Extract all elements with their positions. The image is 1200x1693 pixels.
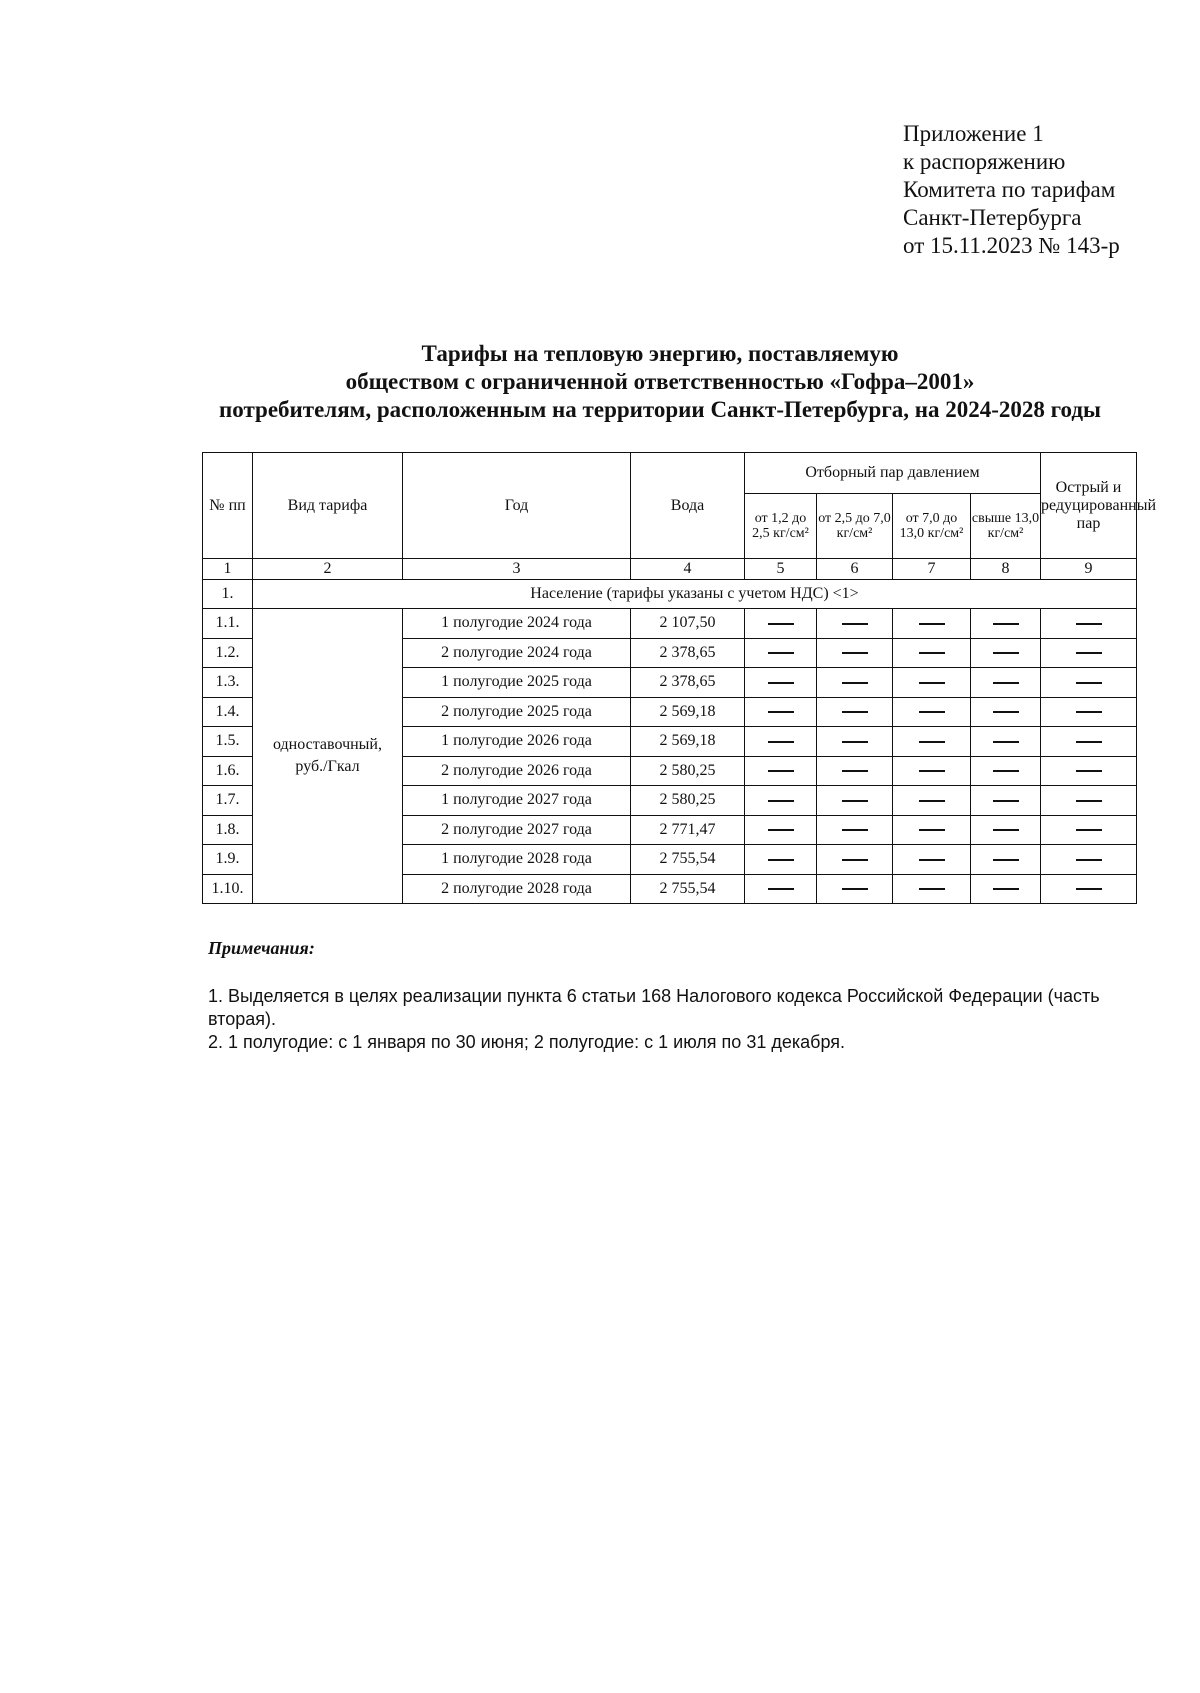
header-steam-4: свыше 13,0 кг/см² (971, 494, 1041, 559)
column-number: 2 (253, 559, 403, 580)
empty-value-cell (745, 815, 817, 845)
empty-value-cell (893, 874, 971, 904)
tariffs-table (202, 452, 1157, 904)
dash-mark (842, 682, 868, 684)
row-num: 1.2. (203, 638, 253, 668)
row-water: 2 755,54 (631, 874, 745, 904)
dash-mark (919, 770, 945, 772)
empty-value-cell (971, 756, 1041, 786)
dash-mark (1076, 888, 1102, 890)
row-num: 1.10. (203, 874, 253, 904)
dash-mark (1076, 652, 1102, 654)
dash-mark (768, 623, 794, 625)
row-num: 1.4. (203, 697, 253, 727)
table-body (203, 609, 1137, 904)
table-row (203, 609, 1137, 639)
row-num: 1.3. (203, 668, 253, 698)
dash-mark (768, 682, 794, 684)
dash-mark (768, 711, 794, 713)
column-number: 8 (971, 559, 1041, 580)
empty-value-cell (817, 668, 893, 698)
empty-value-cell (745, 638, 817, 668)
row-water: 2 755,54 (631, 845, 745, 875)
dash-mark (768, 741, 794, 743)
empty-value-cell (893, 638, 971, 668)
title-line: Тарифы на тепловую энергию, поставляемую (421, 341, 899, 366)
row-year: 2 полугодие 2024 года (403, 638, 631, 668)
dash-mark (993, 829, 1019, 831)
empty-value-cell (1041, 815, 1137, 845)
dash-mark (993, 800, 1019, 802)
dash-mark (919, 888, 945, 890)
dash-mark (842, 859, 868, 861)
dash-mark (1076, 800, 1102, 802)
header-steam-1: от 1,2 до 2,5 кг/см² (745, 494, 817, 559)
row-year: 1 полугодие 2027 года (403, 786, 631, 816)
header-steam-group: Отборный пар давлением (745, 453, 1041, 494)
dash-mark (993, 770, 1019, 772)
dash-mark (1076, 829, 1102, 831)
empty-value-cell (817, 786, 893, 816)
row-year: 2 полугодие 2028 года (403, 874, 631, 904)
dash-mark (1076, 859, 1102, 861)
empty-value-cell (971, 668, 1041, 698)
empty-value-cell (817, 638, 893, 668)
empty-value-cell (817, 756, 893, 786)
empty-value-cell (745, 874, 817, 904)
dash-mark (1076, 770, 1102, 772)
note-item: 1. Выделяется в целях реализации пункта 6 статьи 168 Налогового кодекса Российской Федерации (часть вторая). (208, 986, 1100, 1029)
row-num: 1.1. (203, 609, 253, 639)
empty-value-cell (893, 609, 971, 639)
empty-value-cell (745, 668, 817, 698)
empty-value-cell (817, 697, 893, 727)
empty-value-cell (893, 697, 971, 727)
empty-value-cell (745, 845, 817, 875)
column-number: 6 (817, 559, 893, 580)
header-sharp-steam: Острый и редуцированный пар (1041, 453, 1137, 559)
dash-mark (842, 652, 868, 654)
header-year: Год (403, 453, 631, 559)
row-num: 1.7. (203, 786, 253, 816)
empty-value-cell (893, 756, 971, 786)
empty-value-cell (971, 697, 1041, 727)
row-num: 1.6. (203, 756, 253, 786)
dash-mark (768, 888, 794, 890)
empty-value-cell (893, 727, 971, 757)
row-water: 2 378,65 (631, 638, 745, 668)
empty-value-cell (817, 609, 893, 639)
row-num: 1.5. (203, 727, 253, 757)
dash-mark (768, 859, 794, 861)
row-year: 1 полугодие 2026 года (403, 727, 631, 757)
appendix-line: Приложение 1 (903, 121, 1044, 146)
dash-mark (768, 652, 794, 654)
header-steam-3: от 7,0 до 13,0 кг/см² (893, 494, 971, 559)
empty-value-cell (971, 786, 1041, 816)
tariff-type-cell: одноставочный, руб./Гкал (253, 609, 403, 904)
title-line: потребителям, расположенным на территории Санкт-Петербурга, на 2024-2028 годы (219, 397, 1101, 422)
empty-value-cell (971, 638, 1041, 668)
empty-value-cell (745, 609, 817, 639)
dash-mark (919, 859, 945, 861)
empty-value-cell (893, 668, 971, 698)
empty-value-cell (817, 727, 893, 757)
dash-mark (842, 888, 868, 890)
empty-value-cell (1041, 727, 1137, 757)
document-title (160, 340, 1160, 424)
title-line: обществом с ограниченной ответственностью «Гофра–2001» (345, 369, 975, 394)
empty-value-cell (971, 609, 1041, 639)
header-water: Вода (631, 453, 745, 559)
row-water: 2 378,65 (631, 668, 745, 698)
empty-value-cell (1041, 668, 1137, 698)
empty-value-cell (1041, 638, 1137, 668)
dash-mark (1076, 682, 1102, 684)
dash-mark (919, 711, 945, 713)
appendix-line: от 15.11.2023 № 143-р (903, 233, 1120, 258)
dash-mark (768, 770, 794, 772)
row-year: 1 полугодие 2025 года (403, 668, 631, 698)
note-item: 2. 1 полугодие: с 1 января по 30 июня; 2 полугодие: с 1 июля по 31 декабря. (208, 1032, 845, 1052)
row-year: 1 полугодие 2024 года (403, 609, 631, 639)
empty-value-cell (1041, 874, 1137, 904)
empty-value-cell (893, 845, 971, 875)
empty-value-cell (971, 815, 1041, 845)
empty-value-cell (971, 727, 1041, 757)
row-water: 2 580,25 (631, 756, 745, 786)
dash-mark (1076, 711, 1102, 713)
empty-value-cell (893, 786, 971, 816)
empty-value-cell (971, 845, 1041, 875)
section-num: 1. (203, 580, 253, 609)
dash-mark (993, 711, 1019, 713)
row-water: 2 569,18 (631, 727, 745, 757)
column-number: 5 (745, 559, 817, 580)
dash-mark (842, 623, 868, 625)
empty-value-cell (1041, 756, 1137, 786)
section-label: Население (тарифы указаны с учетом НДС) <1> (253, 580, 1137, 609)
column-number: 4 (631, 559, 745, 580)
dash-mark (1076, 741, 1102, 743)
empty-value-cell (1041, 609, 1137, 639)
column-number: 3 (403, 559, 631, 580)
dash-mark (919, 829, 945, 831)
column-number: 1 (203, 559, 253, 580)
empty-value-cell (745, 786, 817, 816)
dash-mark (1076, 623, 1102, 625)
dash-mark (993, 741, 1019, 743)
dash-mark (768, 829, 794, 831)
row-year: 2 полугодие 2026 года (403, 756, 631, 786)
row-year: 2 полугодие 2025 года (403, 697, 631, 727)
dash-mark (768, 800, 794, 802)
empty-value-cell (893, 815, 971, 845)
row-num: 1.9. (203, 845, 253, 875)
dash-mark (993, 652, 1019, 654)
dash-mark (842, 800, 868, 802)
header-steam-2: от 2,5 до 7,0 кг/см² (817, 494, 893, 559)
header-num: № пп (203, 453, 253, 559)
row-year: 2 полугодие 2027 года (403, 815, 631, 845)
notes-title: Примечания: (208, 938, 315, 958)
row-water: 2 771,47 (631, 815, 745, 845)
appendix-header (903, 120, 1183, 260)
empty-value-cell (745, 697, 817, 727)
empty-value-cell (817, 845, 893, 875)
row-num: 1.8. (203, 815, 253, 845)
appendix-line: Санкт-Петербурга (903, 205, 1082, 230)
header-tariff-type: Вид тарифа (253, 453, 403, 559)
dash-mark (842, 741, 868, 743)
dash-mark (993, 682, 1019, 684)
dash-mark (919, 682, 945, 684)
notes (208, 985, 1143, 1054)
dash-mark (842, 770, 868, 772)
empty-value-cell (1041, 697, 1137, 727)
dash-mark (993, 888, 1019, 890)
dash-mark (919, 741, 945, 743)
dash-mark (919, 652, 945, 654)
column-number: 7 (893, 559, 971, 580)
dash-mark (993, 859, 1019, 861)
empty-value-cell (1041, 845, 1137, 875)
empty-value-cell (1041, 786, 1137, 816)
dash-mark (919, 623, 945, 625)
empty-value-cell (817, 874, 893, 904)
row-water: 2 107,50 (631, 609, 745, 639)
appendix-line: к распоряжению (903, 149, 1066, 174)
empty-value-cell (971, 874, 1041, 904)
dash-mark (842, 711, 868, 713)
dash-mark (993, 623, 1019, 625)
row-water: 2 569,18 (631, 697, 745, 727)
row-year: 1 полугодие 2028 года (403, 845, 631, 875)
column-number: 9 (1041, 559, 1137, 580)
dash-mark (842, 829, 868, 831)
dash-mark (919, 800, 945, 802)
empty-value-cell (745, 756, 817, 786)
row-water: 2 580,25 (631, 786, 745, 816)
empty-value-cell (817, 815, 893, 845)
empty-value-cell (745, 727, 817, 757)
appendix-line: Комитета по тарифам (903, 177, 1116, 202)
